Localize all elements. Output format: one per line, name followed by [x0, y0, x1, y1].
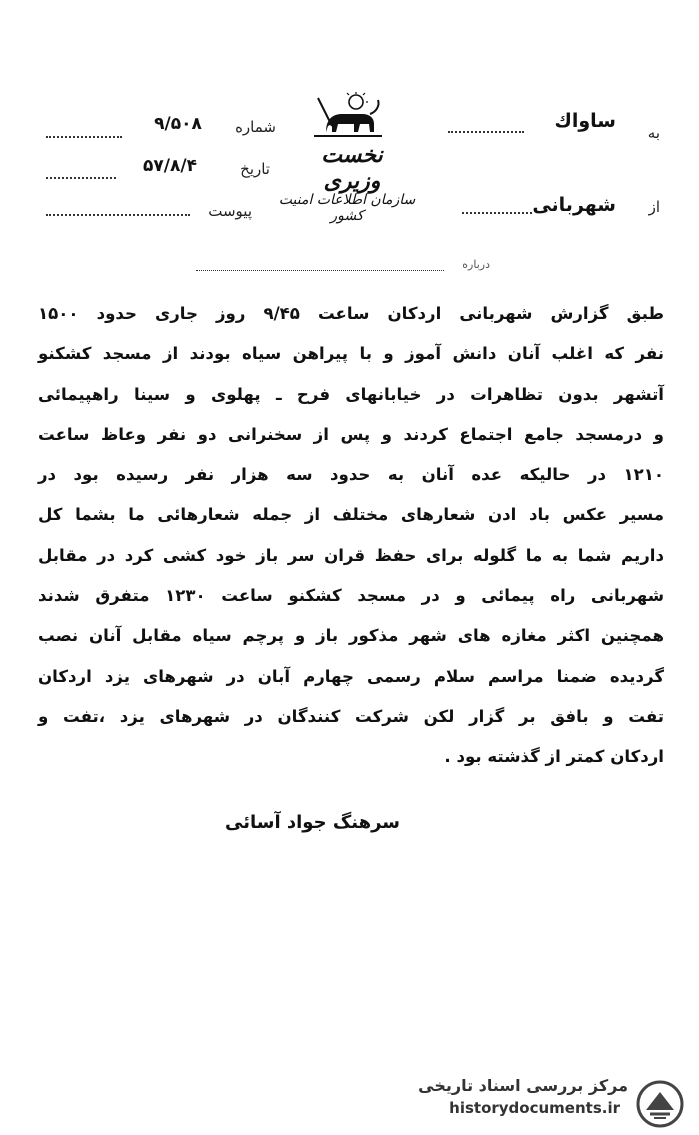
- history-documents-logo-icon: [636, 1080, 684, 1128]
- body-line: شهربانی راه پیمائی و در مسجد کشکنو ساعت ۱۲۳۰ متفرق شدند: [38, 586, 665, 606]
- watermark-title: مرکز بررسی اسناد تاریخی: [418, 1076, 628, 1095]
- number-value: ۹/۵۰۸: [154, 114, 202, 134]
- body-line: مسیر عکس باد ادن شعارهای مختلف از جمله شعارهائی ما بشما کل: [38, 505, 664, 525]
- subject-label: درباره: [462, 258, 490, 271]
- from-label: از: [648, 198, 660, 216]
- date-value: ۵۷/۸/۴: [143, 156, 197, 176]
- from-dotted-line: [462, 212, 532, 214]
- signature: سرهنگ جواد آسائی: [225, 812, 400, 833]
- letterhead-organization: سازمان اطلاعات امنیت کشور: [278, 192, 416, 224]
- date-dotted-line: [46, 177, 116, 179]
- lion-and-sun-emblem-icon: [312, 92, 384, 140]
- body-line: طبق گزارش شهربانی اردکان ساعت ۹/۴۵ روز جاری حدود ۱۵۰۰: [38, 304, 664, 323]
- from-value: شهربانی: [532, 194, 616, 216]
- body-line: گردیده ضمنا مراسم سلام رسمی چهارم آبان در شهرهای یزد اردکان: [38, 666, 664, 686]
- attachment-label: پیوست: [208, 202, 252, 220]
- body-line: آتشهر بدون تظاهرات در خیابانهای فرح ـ پهلوی و سینا راهپیمائی: [38, 384, 664, 404]
- number-label: شماره: [235, 118, 276, 136]
- body-line: داریم شما به ما گلوله برای حفظ قران سر باز خود کشی کرد در مقابل: [38, 545, 664, 565]
- watermark-url: historydocuments.ir: [449, 1099, 620, 1117]
- subject-dotted-line: [196, 270, 444, 271]
- body-line: همچنین اکثر مغازه های شهر مذکور باز و پرچم سیاه مقابل آنان نصب: [38, 626, 664, 646]
- number-dotted-line: [46, 136, 122, 138]
- to-value: ساواك: [554, 110, 616, 132]
- body-line: نفر که اغلب آنان دانش آموز و با پیراهن سیاه بودند از مسجد کشکنو: [38, 344, 664, 364]
- body-line: تفت و بافق بر گزار لکن شرکت کنندگان در شهرهای یزد ،تفت و: [38, 706, 664, 726]
- to-dotted-line: [448, 131, 524, 133]
- letterhead-ministry: نخست وزیری: [321, 142, 383, 194]
- report-body: [38, 294, 664, 778]
- date-label: تاریخ: [240, 160, 270, 178]
- body-line: ۱۲۱۰ در حالیکه عده آنان به حدود سه هزار نفر رسیده بود در: [38, 465, 664, 485]
- to-label: به: [647, 124, 660, 142]
- body-line: و درمسجد جامع اجتماع کردند و پس از سخنرانی دو نفر وعاظ ساعت: [38, 424, 664, 444]
- attachment-dotted-line: [46, 214, 190, 216]
- body-line: اردکان کمتر از گذشته بود .: [444, 747, 664, 767]
